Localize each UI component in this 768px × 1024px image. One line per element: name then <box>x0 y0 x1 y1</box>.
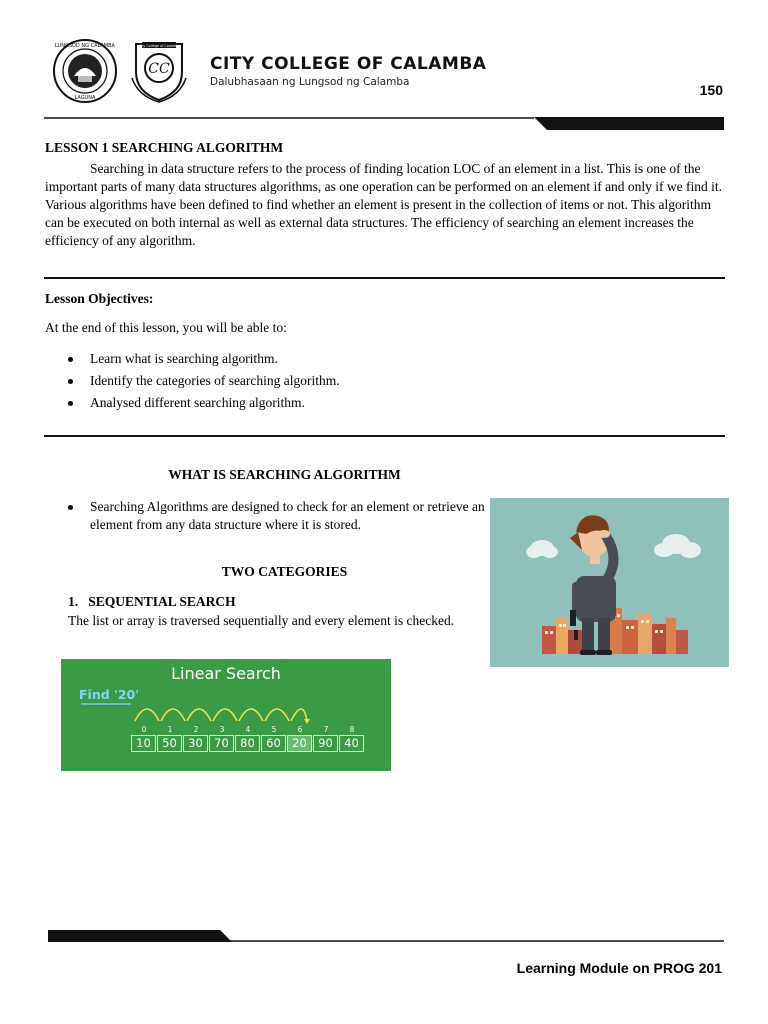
college-name: CITY COLLEGE OF CALAMBA <box>210 54 487 74</box>
array-index: 0 <box>141 725 147 734</box>
page-number: 150 <box>699 82 723 98</box>
lesson-intro: Searching in data structure refers to the process of finding location LOC of an element in a list. This is one of the important parts of many data structures algorithms, as one operation can be performed on an element if and only if we find it. Various algorithms have been defined to find whether an element is present in the collection of items or not. This algorithm can be executed on both internal as well as external data structures. The efficiency of searching an element increases the efficiency of any algorithm. <box>45 161 723 248</box>
objective-item: Analysed different searching algorithm. <box>45 394 340 416</box>
array-index: 8 <box>349 725 355 734</box>
city-seal-logo <box>52 38 118 104</box>
array-cell: 20 <box>287 735 312 752</box>
businessman-illustration <box>490 498 729 667</box>
seal-ring-text: LUNGSOD NG CALAMBA <box>55 43 115 49</box>
svg-text:CC: CC <box>148 61 170 77</box>
array-index: 1 <box>167 725 173 734</box>
array-index: 3 <box>219 725 225 734</box>
array-cell: 90 <box>313 735 338 752</box>
section-divider <box>44 277 725 279</box>
college-subtitle: Dalubhasaan ng Lungsod ng Calamba <box>210 76 410 88</box>
linear-search-figure <box>61 659 391 771</box>
objective-item: Identify the categories of searching algorithm. <box>45 372 340 394</box>
array-index: 7 <box>323 725 329 734</box>
what-is-bullet: Searching Algorithms are designed to check for an element or retrieve an element from any data structure where it is stored. <box>68 498 490 534</box>
objectives-list <box>45 350 340 416</box>
sequential-heading: 1. SEQUENTIAL SEARCH <box>68 594 236 609</box>
section-divider <box>44 435 725 437</box>
array-cell: 70 <box>209 735 234 752</box>
crest-text: City College of Calamba <box>138 44 180 48</box>
array-index: 5 <box>271 725 277 734</box>
objectives-title: Lesson Objectives: <box>45 291 154 306</box>
what-is-title: WHAT IS SEARCHING ALGORITHM <box>168 467 401 482</box>
array-cell: 50 <box>157 735 182 752</box>
sequential-description: The list or array is traversed sequentially and every element is checked. <box>68 613 455 628</box>
array-cell: 10 <box>131 735 156 752</box>
footer-rule <box>48 928 724 944</box>
header-rule <box>44 115 724 131</box>
seal-bottom-text: LAGUNA <box>74 95 96 101</box>
array-cell: 80 <box>235 735 260 752</box>
search-arrows <box>61 659 391 771</box>
array-index: 2 <box>193 725 199 734</box>
array-index: 4 <box>245 725 251 734</box>
array-cell: 60 <box>261 735 286 752</box>
objective-item: Learn what is searching algorithm. <box>45 350 340 372</box>
array-cell: 30 <box>183 735 208 752</box>
find-label: Find '20' <box>79 687 140 702</box>
lesson-title: LESSON 1 SEARCHING ALGORITHM <box>45 140 284 155</box>
objectives-intro: At the end of this lesson, you will be able to: <box>45 320 287 335</box>
footer-module-title: Learning Module on PROG 201 <box>516 960 722 976</box>
array-index: 6 <box>297 725 303 734</box>
array-cell: 40 <box>339 735 364 752</box>
college-crest-logo <box>128 38 190 104</box>
categories-title: TWO CATEGORIES <box>221 564 348 579</box>
linear-search-title: Linear Search <box>171 664 281 683</box>
